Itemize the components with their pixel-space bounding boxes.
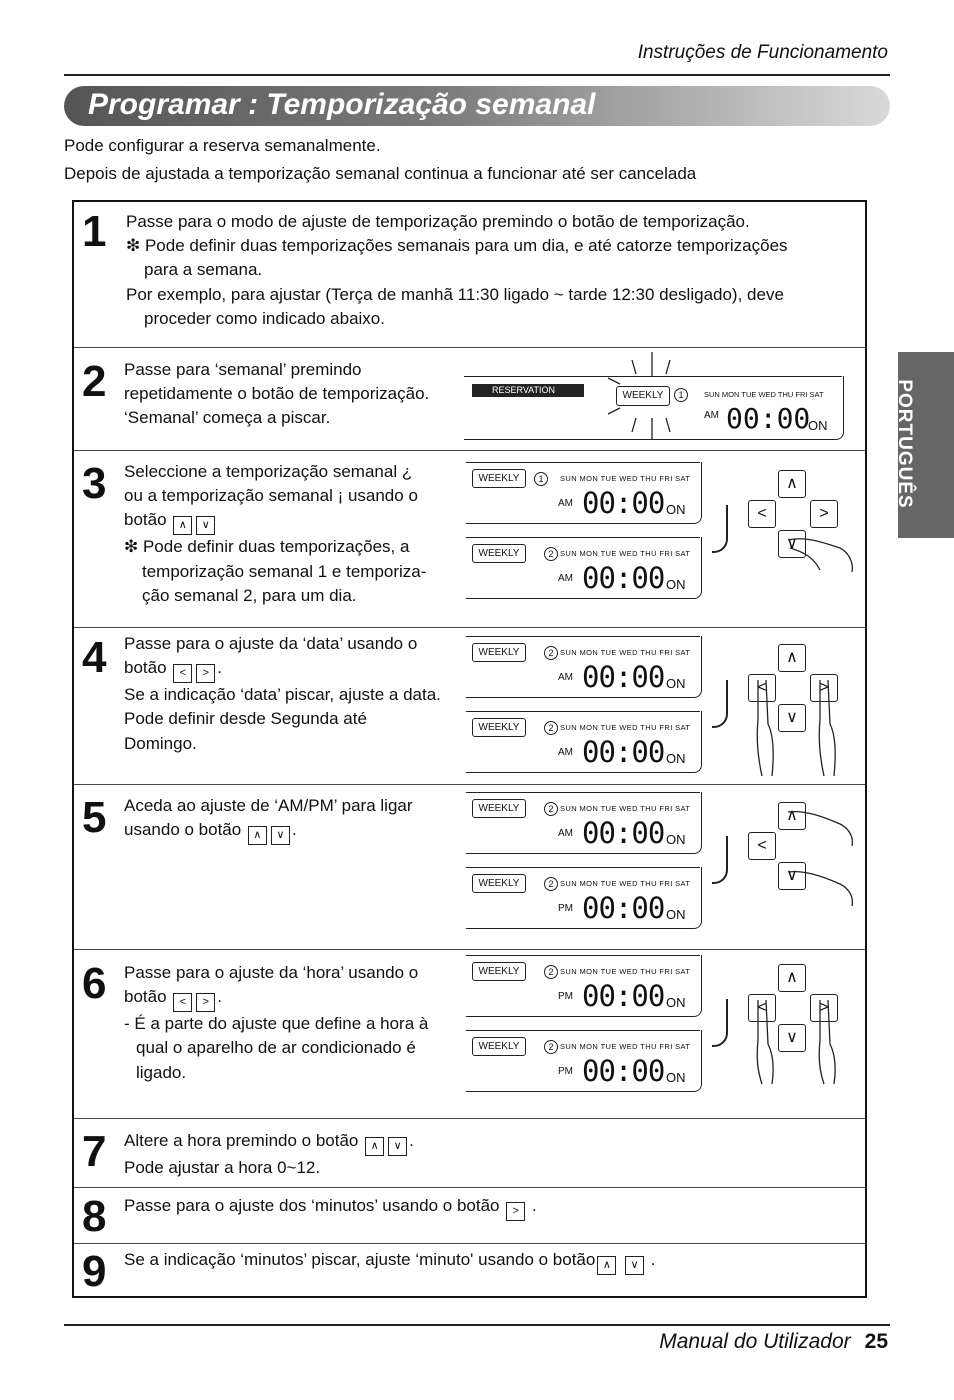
time-digits: 00:00 bbox=[582, 979, 665, 1013]
page-number: 25 bbox=[864, 1330, 888, 1353]
am-indicator: AM bbox=[704, 410, 719, 421]
step-text-line: para a semana. bbox=[144, 260, 263, 280]
lcd-display bbox=[466, 711, 702, 773]
lcd-display bbox=[466, 792, 702, 854]
left-key-icon: < bbox=[748, 832, 776, 860]
pointing-hand-icon bbox=[744, 640, 864, 780]
right-key-icon: > bbox=[810, 674, 838, 702]
step-text-line: ligado. bbox=[136, 1062, 187, 1082]
step-text-line: Se a indicação ‘minutos’ piscar, ajuste ‘minuto' usando o botão bbox=[124, 1250, 596, 1269]
footer bbox=[659, 1330, 888, 1354]
am-indicator: AM bbox=[558, 498, 573, 509]
weekly-indicator: WEEKLY bbox=[472, 962, 526, 981]
weekday-row: SUN MON TUE WED THU FRI SAT bbox=[560, 723, 691, 732]
down-key-icon: ∨ bbox=[778, 1024, 806, 1052]
time-digits: 00:00 bbox=[582, 816, 665, 850]
step-text-line: Passe para ‘semanal’ premindo bbox=[124, 360, 362, 379]
on-indicator: ON bbox=[666, 751, 686, 766]
timer-number-badge: 1 bbox=[534, 472, 548, 486]
step-text-line: Passe para o ajuste dos ‘minutos’ usando o botão bbox=[124, 1196, 500, 1215]
transition-arrow-icon bbox=[712, 999, 728, 1047]
down-key-icon: ∨ bbox=[778, 862, 806, 890]
timer-number-badge: 2 bbox=[544, 646, 558, 660]
step-text-line: botão bbox=[124, 987, 167, 1007]
blink-rays-icon bbox=[598, 352, 708, 444]
intro-line-1: Pode configurar a reserva semanalmente. bbox=[64, 136, 381, 155]
step-number: 8 bbox=[82, 1192, 107, 1241]
weekday-row: SUN MON TUE WED THU FRI SAT bbox=[560, 804, 691, 813]
step-text-line: ‘Semanal’ começa a piscar. bbox=[124, 408, 331, 428]
step-text-line: Passe para o ajuste da ‘hora’ usando o bbox=[124, 963, 419, 982]
transition-arrow-icon bbox=[712, 836, 728, 884]
weekday-row: SUN MON TUE WED THU FRI SAT bbox=[560, 648, 691, 657]
lcd-display bbox=[466, 1030, 702, 1092]
step-number: 1 bbox=[82, 207, 107, 256]
divider bbox=[74, 627, 865, 628]
step-text-line: Passe para o modo de ajuste de temporização premindo o botão de temporização. bbox=[126, 212, 750, 231]
divider bbox=[74, 949, 865, 950]
weekday-row: SUN MON TUE WED THU FRI SAT bbox=[704, 390, 824, 399]
on-indicator: ON bbox=[666, 995, 686, 1010]
weekday-row: SUN MON TUE WED THU FRI SAT bbox=[560, 1042, 691, 1051]
am-indicator: AM bbox=[558, 828, 573, 839]
up-key-icon: ∧ bbox=[778, 644, 806, 672]
left-key-icon: < bbox=[748, 994, 776, 1022]
time-digits: 00:00 bbox=[582, 735, 665, 769]
up-key-icon: ∧ bbox=[365, 1137, 384, 1156]
keypad-illustration bbox=[744, 798, 864, 908]
weekly-indicator: WEEKLY bbox=[616, 386, 670, 406]
lcd-display bbox=[466, 537, 702, 599]
page-title: Programar : Temporização semanal bbox=[88, 88, 596, 121]
right-key-icon: > bbox=[196, 664, 215, 683]
right-key-icon: > bbox=[810, 994, 838, 1022]
step-number: 9 bbox=[82, 1247, 107, 1296]
transition-arrow-icon bbox=[712, 505, 728, 553]
timer-number-badge: 2 bbox=[544, 721, 558, 735]
lcd-display bbox=[466, 955, 702, 1017]
down-key-icon: ∨ bbox=[778, 704, 806, 732]
left-key-icon: < bbox=[173, 664, 192, 683]
pointing-hand-icon bbox=[744, 466, 864, 576]
am-indicator: AM bbox=[558, 573, 573, 584]
up-key-icon: ∧ bbox=[778, 470, 806, 498]
bottom-rule bbox=[64, 1324, 890, 1326]
step-2-text bbox=[124, 358, 429, 431]
step-number: 7 bbox=[82, 1127, 107, 1176]
step-text-line: Aceda ao ajuste de ‘AM/PM’ para ligar bbox=[124, 796, 413, 815]
keypad-illustration bbox=[744, 466, 864, 576]
on-indicator: ON bbox=[666, 676, 686, 691]
am-indicator: AM bbox=[558, 747, 573, 758]
time-digits: 00:00 bbox=[582, 660, 665, 694]
am-indicator: AM bbox=[558, 672, 573, 683]
timer-number-badge: 2 bbox=[544, 877, 558, 891]
time-digits: 00:00 bbox=[726, 402, 811, 435]
weekly-indicator: WEEKLY bbox=[472, 643, 526, 662]
on-indicator: ON bbox=[808, 418, 828, 433]
left-key-icon: < bbox=[173, 993, 192, 1012]
step-text-line: Passe para o ajuste da ‘data’ usando o bbox=[124, 634, 418, 653]
step-text-line: ou a temporização semanal ¡ usando o bbox=[124, 486, 418, 506]
down-key-icon: ∨ bbox=[271, 826, 290, 845]
up-key-icon: ∧ bbox=[597, 1256, 616, 1275]
pm-indicator: PM bbox=[558, 991, 573, 1002]
weekday-row: SUN MON TUE WED THU FRI SAT bbox=[560, 549, 691, 558]
keypad-illustration bbox=[744, 960, 864, 1070]
pm-indicator: PM bbox=[558, 903, 573, 914]
timer-number-badge: 2 bbox=[544, 1040, 558, 1054]
divider bbox=[74, 1187, 865, 1188]
time-digits: 00:00 bbox=[582, 1054, 665, 1088]
step-text-line: usando o botão bbox=[124, 820, 242, 840]
right-key-icon: > bbox=[810, 500, 838, 528]
on-indicator: ON bbox=[666, 1070, 686, 1085]
left-key-icon: < bbox=[748, 674, 776, 702]
weekday-row: SUN MON TUE WED THU FRI SAT bbox=[560, 879, 691, 888]
transition-arrow-icon bbox=[712, 680, 728, 728]
on-indicator: ON bbox=[666, 907, 686, 922]
step-number: 5 bbox=[82, 793, 107, 842]
step-text-line: botão bbox=[124, 510, 167, 530]
step-text-line: repetidamente o botão de temporização. bbox=[124, 384, 430, 404]
pointing-hand-icon bbox=[744, 960, 864, 1090]
time-digits: 00:00 bbox=[582, 561, 665, 595]
weekly-indicator: WEEKLY bbox=[472, 718, 526, 737]
pm-indicator: PM bbox=[558, 1066, 573, 1077]
step-number: 4 bbox=[82, 633, 107, 682]
down-key-icon: ∨ bbox=[625, 1256, 644, 1275]
up-key-icon: ∧ bbox=[778, 964, 806, 992]
step-text-line: ❇ Pode definir duas temporizações, a bbox=[124, 537, 410, 557]
step-text-line: Seleccione a temporização semanal ¿ bbox=[124, 462, 413, 481]
top-rule bbox=[64, 74, 890, 76]
step-text-line: Pode ajustar a hora 0~12. bbox=[124, 1158, 321, 1177]
timer-number-badge: 1 bbox=[674, 388, 688, 402]
right-key-icon: > bbox=[506, 1202, 525, 1221]
step-1-text bbox=[126, 210, 788, 331]
step-7-text: Altere a hora premindo o botão ∧ ∨ . Pode ajustar a hora 0~12. bbox=[124, 1129, 414, 1180]
intro-line-2: Depois de ajustada a temporização semanal continua a funcionar até ser cancelada bbox=[64, 164, 697, 183]
up-key-icon: ∧ bbox=[248, 826, 267, 845]
weekday-row: SUN MON TUE WED THU FRI SAT bbox=[560, 474, 691, 483]
down-key-icon: ∨ bbox=[778, 530, 806, 558]
weekly-indicator: WEEKLY bbox=[472, 799, 526, 818]
divider bbox=[74, 450, 865, 451]
weekly-indicator: WEEKLY bbox=[472, 874, 526, 893]
time-digits: 00:00 bbox=[582, 891, 665, 925]
step-3-text bbox=[124, 460, 426, 608]
on-indicator: ON bbox=[666, 577, 686, 592]
timer-number-badge: 2 bbox=[544, 802, 558, 816]
keypad-illustration bbox=[744, 640, 864, 750]
step-number: 2 bbox=[82, 357, 107, 406]
running-header: Instruções de Funcionamento bbox=[637, 42, 888, 63]
lcd-display bbox=[466, 636, 702, 698]
step-text-line: Domingo. bbox=[124, 733, 197, 753]
step-text-line: Se a indicação ‘data’ piscar, ajuste a data. bbox=[124, 685, 441, 705]
step-text-line: qual o aparelho de ar condicionado é bbox=[136, 1038, 416, 1058]
step-text-line: Pode definir desde Segunda até bbox=[124, 709, 367, 729]
step-4-text: Passe para o ajuste da ‘data’ usando o botão < > . Se a indicação ‘data’ piscar, ajuste a data. Pode definir desde Segunda até Domingo. bbox=[124, 632, 441, 756]
step-8-text: Passe para o ajuste dos ‘minutos’ usando o botão > . bbox=[124, 1194, 537, 1221]
up-key-icon: ∧ bbox=[778, 802, 806, 830]
weekly-indicator: WEEKLY bbox=[472, 469, 526, 488]
divider bbox=[74, 1118, 865, 1119]
step-number: 3 bbox=[82, 459, 107, 508]
step-text-line: Altere a hora premindo o botão bbox=[124, 1131, 359, 1150]
divider bbox=[74, 784, 865, 785]
footer-label: Manual do Utilizador bbox=[659, 1330, 851, 1353]
step-9-text: Se a indicação ‘minutos’ piscar, ajuste ‘minuto' usando o botão ∧ ∨ . bbox=[124, 1248, 656, 1275]
weekday-row: SUN MON TUE WED THU FRI SAT bbox=[560, 967, 691, 976]
lcd-display bbox=[466, 867, 702, 929]
up-key-icon: ∧ bbox=[173, 516, 192, 535]
step-5-text: Aceda ao ajuste de ‘AM/PM’ para ligar usando o botão ∧ ∨ . bbox=[124, 794, 413, 845]
right-key-icon: > bbox=[196, 993, 215, 1012]
reservation-label: RESERVATION bbox=[472, 384, 584, 397]
divider bbox=[74, 347, 865, 348]
timer-number-badge: 2 bbox=[544, 547, 558, 561]
step-text-line: - É a parte do ajuste que define a hora à bbox=[124, 1014, 429, 1034]
step-text-line: proceder como indicado abaixo. bbox=[144, 308, 385, 328]
step-text-line: temporização semanal 1 e temporiza- bbox=[142, 561, 427, 581]
lcd-display bbox=[466, 462, 702, 524]
step-text-line: Por exemplo, para ajustar (Terça de manhã 11:30 ligado ~ tarde 12:30 desligado), deve bbox=[126, 284, 784, 304]
down-key-icon: ∨ bbox=[388, 1137, 407, 1156]
divider bbox=[74, 1243, 865, 1244]
step-text-line: ção semanal 2, para um dia. bbox=[142, 585, 357, 605]
step-number: 6 bbox=[82, 959, 107, 1008]
down-key-icon: ∨ bbox=[196, 516, 215, 535]
weekly-indicator: WEEKLY bbox=[472, 1037, 526, 1056]
left-key-icon: < bbox=[748, 500, 776, 528]
weekly-indicator: WEEKLY bbox=[472, 544, 526, 563]
step-6-text: Passe para o ajuste da ‘hora’ usando o botão < > . - É a parte do ajuste que define a hora à qual o aparelho de ar condicionado é ligado. bbox=[124, 961, 428, 1085]
step-text-line: ❇ Pode definir duas temporizações semanais para um dia, e até catorze temporizações bbox=[126, 236, 788, 256]
step-text-line: botão bbox=[124, 658, 167, 678]
time-digits: 00:00 bbox=[582, 486, 665, 520]
language-tab-label: PORTUGUÊS bbox=[894, 379, 915, 509]
on-indicator: ON bbox=[666, 502, 686, 517]
on-indicator: ON bbox=[666, 832, 686, 847]
pointing-hand-icon bbox=[744, 798, 864, 918]
timer-number-badge: 2 bbox=[544, 965, 558, 979]
